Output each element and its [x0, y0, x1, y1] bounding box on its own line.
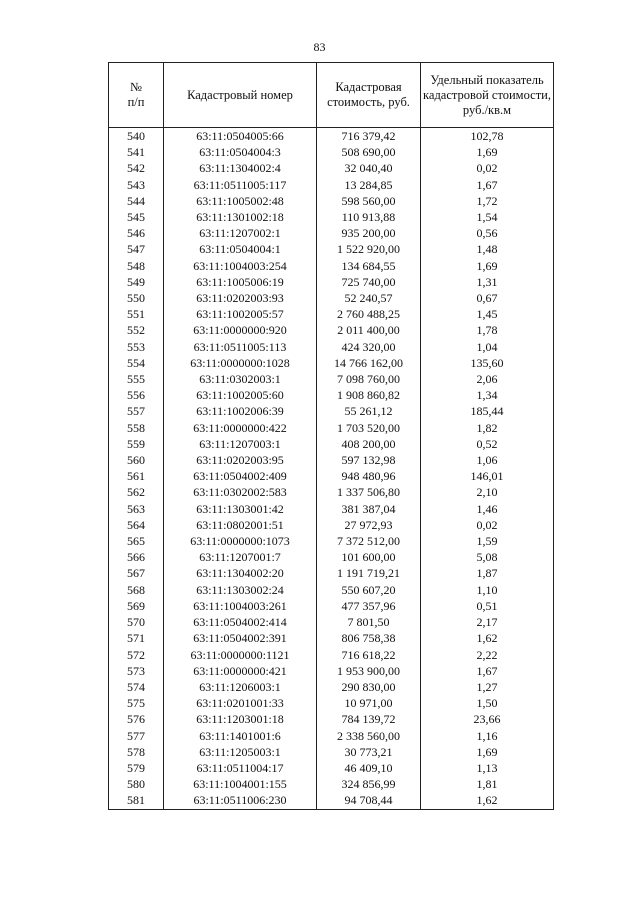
cell-cadastral-number: 63:11:1005002:48 [164, 193, 317, 209]
cell-cadastral-number: 63:11:0511005:113 [164, 339, 317, 355]
cell-specific-indicator: 5,08 [421, 549, 554, 565]
cell-cadastral-number: 63:11:1304002:20 [164, 565, 317, 581]
cell-cadastral-cost: 55 261,12 [317, 403, 421, 419]
cell-cadastral-cost: 52 240,57 [317, 290, 421, 306]
cell-specific-indicator: 146,01 [421, 468, 554, 484]
table-row [109, 241, 554, 257]
cell-cadastral-cost: 716 379,42 [317, 128, 421, 145]
cell-cadastral-number: 63:11:1004003:261 [164, 598, 317, 614]
cell-cadastral-number: 63:11:1207001:7 [164, 549, 317, 565]
cell-specific-indicator: 1,62 [421, 792, 554, 809]
cell-cadastral-cost: 30 773,21 [317, 744, 421, 760]
cell-specific-indicator: 1,16 [421, 728, 554, 744]
cell-cadastral-number: 63:11:1304002:4 [164, 160, 317, 176]
cell-specific-indicator: 1,45 [421, 306, 554, 322]
cell-num: 543 [109, 177, 164, 193]
cell-cadastral-number: 63:11:0504002:409 [164, 468, 317, 484]
cell-specific-indicator: 1,48 [421, 241, 554, 257]
cell-cadastral-cost: 1 703 520,00 [317, 420, 421, 436]
cell-cadastral-cost: 948 480,96 [317, 468, 421, 484]
cell-specific-indicator: 1,81 [421, 776, 554, 792]
table-row [109, 436, 554, 452]
table-row [109, 679, 554, 695]
cell-cadastral-cost: 1 908 860,82 [317, 387, 421, 403]
cell-cadastral-number: 63:11:0504004:3 [164, 144, 317, 160]
cell-cadastral-number: 63:11:0504002:414 [164, 614, 317, 630]
header-row [109, 63, 554, 128]
cell-num: 571 [109, 630, 164, 646]
table-row [109, 177, 554, 193]
header-cadastral-cost [317, 63, 421, 128]
cell-num: 580 [109, 776, 164, 792]
cell-cadastral-cost: 32 040,40 [317, 160, 421, 176]
cell-num: 546 [109, 225, 164, 241]
cell-cadastral-cost: 597 132,98 [317, 452, 421, 468]
cell-num: 564 [109, 517, 164, 533]
cell-num: 552 [109, 322, 164, 338]
cell-specific-indicator: 1,67 [421, 663, 554, 679]
cell-cadastral-cost: 13 284,85 [317, 177, 421, 193]
cell-num: 577 [109, 728, 164, 744]
cell-num: 570 [109, 614, 164, 630]
cell-cadastral-number: 63:11:1004001:155 [164, 776, 317, 792]
cell-num: 554 [109, 355, 164, 371]
cell-cadastral-number: 63:11:0000000:1028 [164, 355, 317, 371]
cell-cadastral-number: 63:11:0511004:17 [164, 760, 317, 776]
cell-cadastral-number: 63:11:1206003:1 [164, 679, 317, 695]
table-row [109, 274, 554, 290]
cell-specific-indicator: 1,59 [421, 533, 554, 549]
cell-num: 540 [109, 128, 164, 145]
cell-cadastral-cost: 101 600,00 [317, 549, 421, 565]
table-row [109, 355, 554, 371]
cell-cadastral-cost: 2 338 560,00 [317, 728, 421, 744]
table-row [109, 695, 554, 711]
cell-cadastral-number: 63:11:1301002:18 [164, 209, 317, 225]
cell-cadastral-cost: 1 953 900,00 [317, 663, 421, 679]
cell-specific-indicator: 1,69 [421, 258, 554, 274]
cell-num: 579 [109, 760, 164, 776]
header-num [109, 63, 164, 128]
cell-num: 566 [109, 549, 164, 565]
table-row [109, 420, 554, 436]
cell-specific-indicator: 135,60 [421, 355, 554, 371]
cell-num: 561 [109, 468, 164, 484]
table-row [109, 711, 554, 727]
cell-specific-indicator: 2,06 [421, 371, 554, 387]
table-row [109, 160, 554, 176]
cell-specific-indicator: 0,56 [421, 225, 554, 241]
cell-specific-indicator: 1,87 [421, 565, 554, 581]
table-body [109, 128, 554, 810]
cell-cadastral-number: 63:11:1002005:60 [164, 387, 317, 403]
cell-specific-indicator: 1,67 [421, 177, 554, 193]
cell-cadastral-cost: 2 760 488,25 [317, 306, 421, 322]
cell-specific-indicator: 102,78 [421, 128, 554, 145]
cell-cadastral-cost: 935 200,00 [317, 225, 421, 241]
cell-num: 553 [109, 339, 164, 355]
cell-num: 542 [109, 160, 164, 176]
cell-specific-indicator: 0,52 [421, 436, 554, 452]
cell-cadastral-cost: 725 740,00 [317, 274, 421, 290]
cell-cadastral-number: 63:11:1205003:1 [164, 744, 317, 760]
cell-cadastral-number: 63:11:0511006:230 [164, 792, 317, 809]
cell-num: 559 [109, 436, 164, 452]
table-row [109, 387, 554, 403]
cell-num: 576 [109, 711, 164, 727]
cell-cadastral-number: 63:11:0504004:1 [164, 241, 317, 257]
table-header [109, 63, 554, 128]
cell-cadastral-number: 63:11:0000000:422 [164, 420, 317, 436]
cell-cadastral-cost: 784 139,72 [317, 711, 421, 727]
cell-num: 556 [109, 387, 164, 403]
cell-num: 557 [109, 403, 164, 419]
table-row [109, 630, 554, 646]
cell-cadastral-cost: 2 011 400,00 [317, 322, 421, 338]
cell-specific-indicator: 2,22 [421, 647, 554, 663]
cell-cadastral-number: 63:11:0302003:1 [164, 371, 317, 387]
table-row [109, 776, 554, 792]
cell-specific-indicator: 0,67 [421, 290, 554, 306]
table-row [109, 549, 554, 565]
cell-cadastral-number: 63:11:1005006:19 [164, 274, 317, 290]
table-row [109, 209, 554, 225]
cell-specific-indicator: 1,82 [421, 420, 554, 436]
table-row [109, 339, 554, 355]
table-row [109, 614, 554, 630]
cell-num: 551 [109, 306, 164, 322]
table-row [109, 647, 554, 663]
header-specific-indicator [421, 63, 554, 128]
cell-cadastral-cost: 94 708,44 [317, 792, 421, 809]
cell-num: 565 [109, 533, 164, 549]
cell-cadastral-number: 63:11:0000000:920 [164, 322, 317, 338]
cell-specific-indicator: 2,10 [421, 484, 554, 500]
cell-cadastral-number: 63:11:1004003:254 [164, 258, 317, 274]
table-row [109, 598, 554, 614]
header-num-label: № п/п [127, 80, 145, 109]
cell-specific-indicator: 1,34 [421, 387, 554, 403]
cell-specific-indicator: 1,50 [421, 695, 554, 711]
table-row [109, 728, 554, 744]
cell-cadastral-cost: 716 618,22 [317, 647, 421, 663]
cell-cadastral-cost: 550 607,20 [317, 582, 421, 598]
cell-cadastral-cost: 381 387,04 [317, 501, 421, 517]
table-row [109, 468, 554, 484]
cell-cadastral-number: 63:11:0504005:66 [164, 128, 317, 145]
cell-cadastral-cost: 1 191 719,21 [317, 565, 421, 581]
cell-cadastral-cost: 408 200,00 [317, 436, 421, 452]
cell-cadastral-number: 63:11:0202003:95 [164, 452, 317, 468]
header-cadastral-cost-label: Кадастровая стоимость, руб. [327, 80, 410, 109]
cell-cadastral-number: 63:11:1203001:18 [164, 711, 317, 727]
cell-specific-indicator: 0,02 [421, 517, 554, 533]
table-row [109, 533, 554, 549]
cell-cadastral-cost: 1 522 920,00 [317, 241, 421, 257]
cell-cadastral-cost: 477 357,96 [317, 598, 421, 614]
cell-cadastral-number: 63:11:1207003:1 [164, 436, 317, 452]
cell-num: 562 [109, 484, 164, 500]
cell-specific-indicator: 185,44 [421, 403, 554, 419]
cell-specific-indicator: 0,02 [421, 160, 554, 176]
table-row [109, 144, 554, 160]
header-cadastral-number [164, 63, 317, 128]
cell-cadastral-cost: 46 409,10 [317, 760, 421, 776]
cell-specific-indicator: 1,04 [421, 339, 554, 355]
cell-num: 568 [109, 582, 164, 598]
table-row [109, 371, 554, 387]
cell-cadastral-number: 63:11:0504002:391 [164, 630, 317, 646]
cell-cadastral-cost: 324 856,99 [317, 776, 421, 792]
cadastral-table [108, 62, 554, 810]
cell-cadastral-cost: 424 320,00 [317, 339, 421, 355]
table-row [109, 290, 554, 306]
cell-num: 578 [109, 744, 164, 760]
cell-num: 569 [109, 598, 164, 614]
cell-cadastral-number: 63:11:0000000:421 [164, 663, 317, 679]
table-row [109, 744, 554, 760]
cell-cadastral-cost: 806 758,38 [317, 630, 421, 646]
table-row [109, 452, 554, 468]
cell-num: 547 [109, 241, 164, 257]
cell-cadastral-cost: 7 801,50 [317, 614, 421, 630]
cell-num: 549 [109, 274, 164, 290]
table-row [109, 322, 554, 338]
cell-cadastral-cost: 14 766 162,00 [317, 355, 421, 371]
table-row [109, 403, 554, 419]
page-number: 83 [313, 40, 326, 54]
cell-cadastral-cost: 508 690,00 [317, 144, 421, 160]
header-cadastral-number-label: Кадастровый номер [187, 87, 293, 102]
cell-specific-indicator: 1,69 [421, 144, 554, 160]
cell-cadastral-cost: 10 971,00 [317, 695, 421, 711]
cell-specific-indicator: 1,78 [421, 322, 554, 338]
table-row [109, 484, 554, 500]
cell-num: 567 [109, 565, 164, 581]
cell-specific-indicator: 1,27 [421, 679, 554, 695]
cell-cadastral-number: 63:11:0000000:1073 [164, 533, 317, 549]
cell-cadastral-number: 63:11:0302002:583 [164, 484, 317, 500]
cell-num: 548 [109, 258, 164, 274]
cell-specific-indicator: 0,51 [421, 598, 554, 614]
cell-num: 581 [109, 792, 164, 809]
cell-cadastral-number: 63:11:1303002:24 [164, 582, 317, 598]
cell-num: 550 [109, 290, 164, 306]
cell-cadastral-number: 63:11:0202003:93 [164, 290, 317, 306]
cell-cadastral-cost: 27 972,93 [317, 517, 421, 533]
table-row [109, 760, 554, 776]
cell-num: 560 [109, 452, 164, 468]
cell-num: 573 [109, 663, 164, 679]
cell-specific-indicator: 23,66 [421, 711, 554, 727]
cell-specific-indicator: 1,10 [421, 582, 554, 598]
cell-cadastral-number: 63:11:0000000:1121 [164, 647, 317, 663]
cell-specific-indicator: 1,06 [421, 452, 554, 468]
cell-cadastral-number: 63:11:1401001:6 [164, 728, 317, 744]
table-row [109, 193, 554, 209]
cell-cadastral-cost: 134 684,55 [317, 258, 421, 274]
cell-cadastral-number: 63:11:1207002:1 [164, 225, 317, 241]
cell-cadastral-number: 63:11:0802001:51 [164, 517, 317, 533]
table-row [109, 792, 554, 809]
cell-specific-indicator: 1,62 [421, 630, 554, 646]
table-row [109, 306, 554, 322]
cell-num: 572 [109, 647, 164, 663]
cell-num: 558 [109, 420, 164, 436]
table-row [109, 501, 554, 517]
cell-specific-indicator: 1,54 [421, 209, 554, 225]
cell-num: 541 [109, 144, 164, 160]
cell-cadastral-number: 63:11:1002006:39 [164, 403, 317, 419]
cell-cadastral-cost: 598 560,00 [317, 193, 421, 209]
cell-cadastral-cost: 290 830,00 [317, 679, 421, 695]
table-row [109, 225, 554, 241]
cell-cadastral-cost: 7 372 512,00 [317, 533, 421, 549]
cell-cadastral-cost: 1 337 506,80 [317, 484, 421, 500]
cell-cadastral-number: 63:11:1303001:42 [164, 501, 317, 517]
cell-specific-indicator: 1,72 [421, 193, 554, 209]
table-row [109, 565, 554, 581]
cell-cadastral-number: 63:11:0511005:117 [164, 177, 317, 193]
cell-num: 555 [109, 371, 164, 387]
cell-num: 545 [109, 209, 164, 225]
cell-specific-indicator: 1,69 [421, 744, 554, 760]
table-row [109, 582, 554, 598]
table-row [109, 258, 554, 274]
cell-cadastral-cost: 110 913,88 [317, 209, 421, 225]
cell-num: 574 [109, 679, 164, 695]
cell-num: 563 [109, 501, 164, 517]
cell-specific-indicator: 1,31 [421, 274, 554, 290]
table-row [109, 517, 554, 533]
cell-num: 575 [109, 695, 164, 711]
cell-num: 544 [109, 193, 164, 209]
cell-cadastral-number: 63:11:0201001:33 [164, 695, 317, 711]
cell-specific-indicator: 2,17 [421, 614, 554, 630]
cell-cadastral-number: 63:11:1002005:57 [164, 306, 317, 322]
cell-specific-indicator: 1,46 [421, 501, 554, 517]
cell-specific-indicator: 1,13 [421, 760, 554, 776]
table-row [109, 663, 554, 679]
table-row [109, 128, 554, 145]
cell-cadastral-cost: 7 098 760,00 [317, 371, 421, 387]
header-specific-indicator-label: Удельный показатель кадастровой стоимости, руб./кв.м [423, 72, 551, 117]
